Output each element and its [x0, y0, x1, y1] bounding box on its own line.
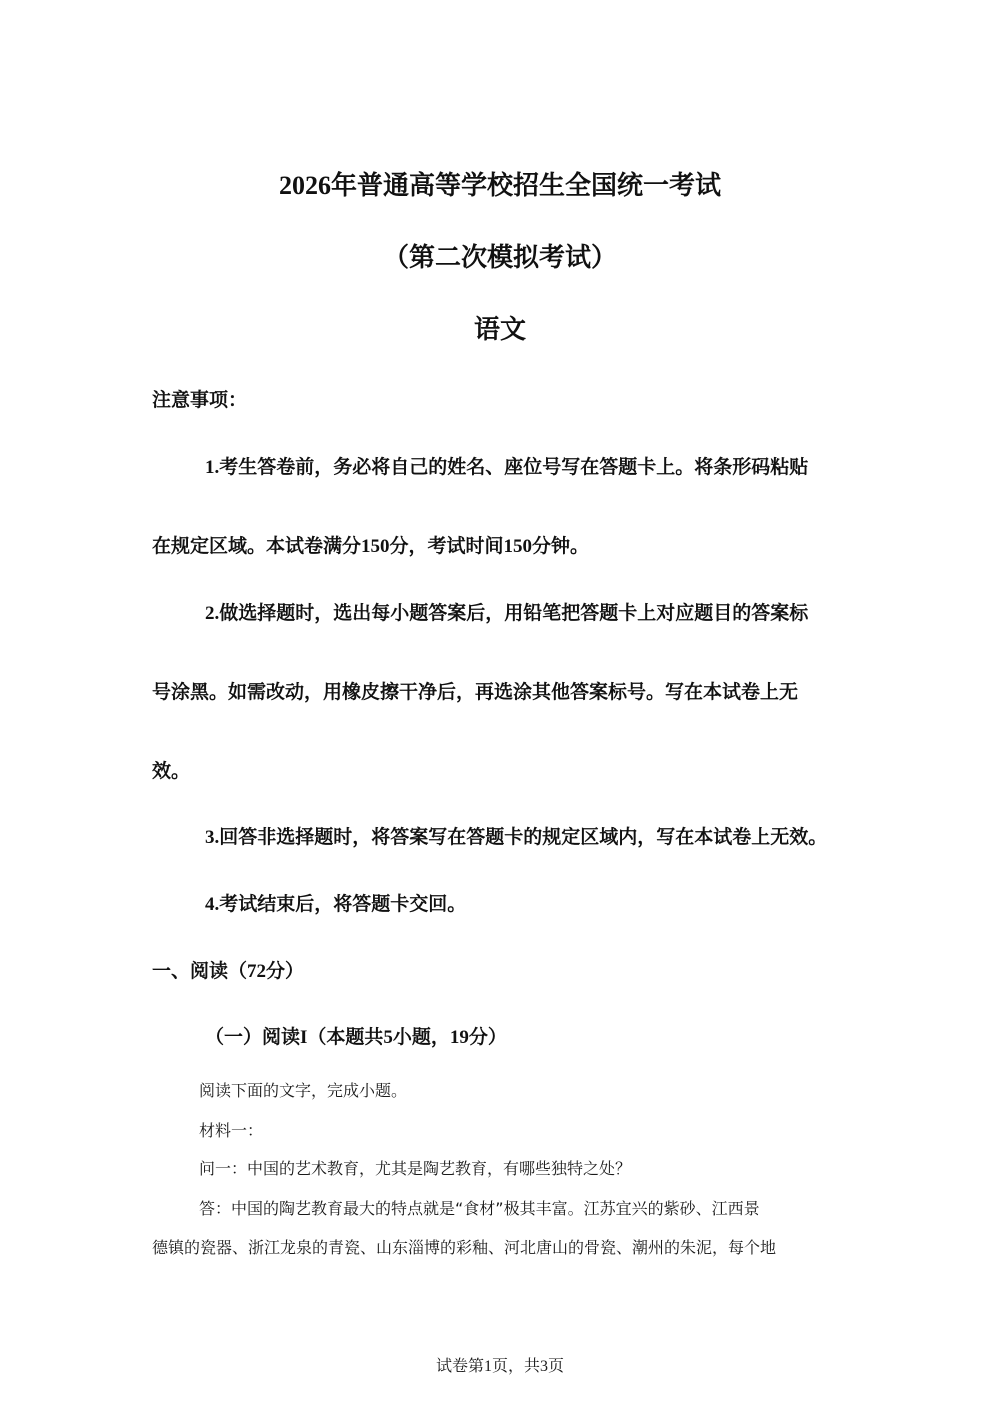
- exam-title: 2026年普通高等学校招生全国统一考试: [278, 171, 721, 200]
- notice-item-3: 3.回答非选择题时，将答案写在答题卡的规定区域内，写在本试卷上无效。: [205, 827, 828, 848]
- notice-item-2-line-2: 号涂黑。如需改动，用橡皮擦干净后，再选涂其他答案标号。写在本试卷上无: [152, 682, 799, 703]
- passage-instruction: 阅读下面的文字，完成小题。: [199, 1081, 408, 1100]
- notice-item-1-line-1: 1.考生答卷前，务必将自己的姓名、座位号写在答题卡上。将条形码粘贴: [205, 457, 809, 478]
- notice-heading: 注意事项：: [152, 390, 248, 411]
- material-label: 材料一：: [199, 1121, 264, 1140]
- notice-item-2-line-3: 效。: [152, 761, 191, 782]
- passage-answer-line-1: 答：中国的陶艺教育最大的特点就是“食材”极其丰富。江苏宜兴的紫砂、江西景: [199, 1199, 760, 1218]
- exam-subject: 语文: [473, 315, 526, 344]
- passage-question: 问一：中国的艺术教育，尤其是陶艺教育，有哪些独特之处？: [199, 1159, 632, 1178]
- notice-item-4: 4.考试结束后，将答题卡交回。: [205, 894, 467, 915]
- section-subheading: （一）阅读I（本题共5小题，19分）: [205, 1027, 507, 1048]
- section-heading: 一、阅读（72分）: [152, 961, 305, 982]
- exam-subtitle: （第二次模拟考试）: [382, 243, 617, 272]
- notice-item-1-line-2: 在规定区域。本试卷满分150分，考试时间150分钟。: [152, 536, 590, 557]
- page-footer: 试卷第1页，共3页: [435, 1358, 564, 1375]
- notice-item-2-line-1: 2.做选择题时，选出每小题答案后，用铅笔把答题卡上对应题目的答案标: [205, 603, 809, 624]
- passage-answer-line-2: 德镇的瓷器、浙江龙泉的青瓷、山东淄博的彩釉、河北唐山的骨瓷、潮州的朱泥，每个地: [152, 1238, 777, 1257]
